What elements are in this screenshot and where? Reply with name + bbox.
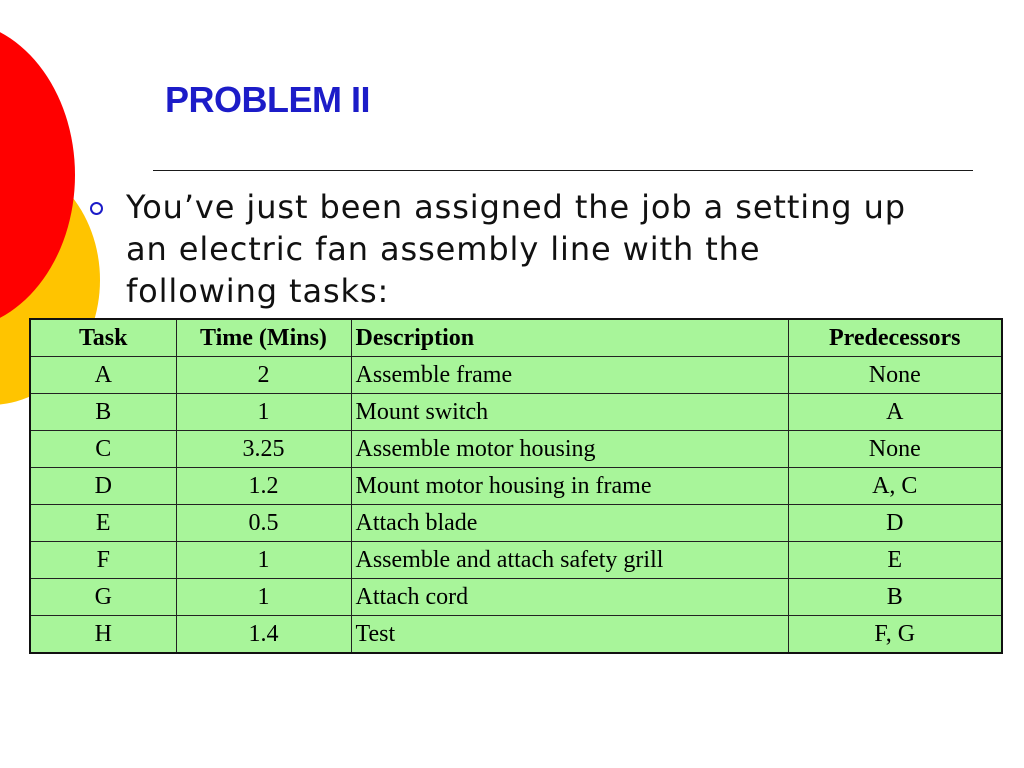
title-divider [153, 170, 973, 171]
task-table [29, 318, 1003, 654]
header-predecessors: Predecessors [788, 319, 1002, 357]
table-row [30, 505, 1002, 542]
header-time: Time (Mins) [176, 319, 351, 357]
cell-predecessors: F, G [788, 616, 1002, 654]
cell-description: Assemble and attach safety grill [351, 542, 788, 579]
table-row [30, 468, 1002, 505]
cell-time: 1.4 [176, 616, 351, 654]
cell-description: Assemble motor housing [351, 431, 788, 468]
table-row [30, 542, 1002, 579]
table-row [30, 357, 1002, 394]
cell-task: C [30, 431, 176, 468]
cell-task: A [30, 357, 176, 394]
cell-time: 1 [176, 579, 351, 616]
table-row [30, 579, 1002, 616]
cell-time: 3.25 [176, 431, 351, 468]
header-description: Description [351, 319, 788, 357]
cell-task: E [30, 505, 176, 542]
cell-predecessors: A, C [788, 468, 1002, 505]
table-row [30, 431, 1002, 468]
cell-predecessors: None [788, 431, 1002, 468]
cell-description: Test [351, 616, 788, 654]
cell-description: Attach blade [351, 505, 788, 542]
cell-predecessors: None [788, 357, 1002, 394]
header-task: Task [30, 319, 176, 357]
cell-task: H [30, 616, 176, 654]
cell-time: 1.2 [176, 468, 351, 505]
table-header-row [30, 319, 1002, 357]
cell-time: 1 [176, 394, 351, 431]
cell-description: Mount switch [351, 394, 788, 431]
cell-description: Mount motor housing in frame [351, 468, 788, 505]
table-row [30, 394, 1002, 431]
cell-task: F [30, 542, 176, 579]
page-title: PROBLEM II [165, 79, 371, 120]
cell-predecessors: D [788, 505, 1002, 542]
cell-description: Attach cord [351, 579, 788, 616]
cell-time: 1 [176, 542, 351, 579]
cell-task: D [30, 468, 176, 505]
cell-predecessors: E [788, 542, 1002, 579]
hollow-circle-bullet-icon [90, 202, 103, 215]
cell-time: 2 [176, 357, 351, 394]
cell-predecessors: B [788, 579, 1002, 616]
cell-predecessors: A [788, 394, 1002, 431]
cell-description: Assemble frame [351, 357, 788, 394]
cell-task: G [30, 579, 176, 616]
cell-task: B [30, 394, 176, 431]
table-row [30, 616, 1002, 654]
bullet-text: You’ve just been assigned the job a setting up an electric fan assembly line with the following tasks: [126, 188, 906, 310]
cell-time: 0.5 [176, 505, 351, 542]
